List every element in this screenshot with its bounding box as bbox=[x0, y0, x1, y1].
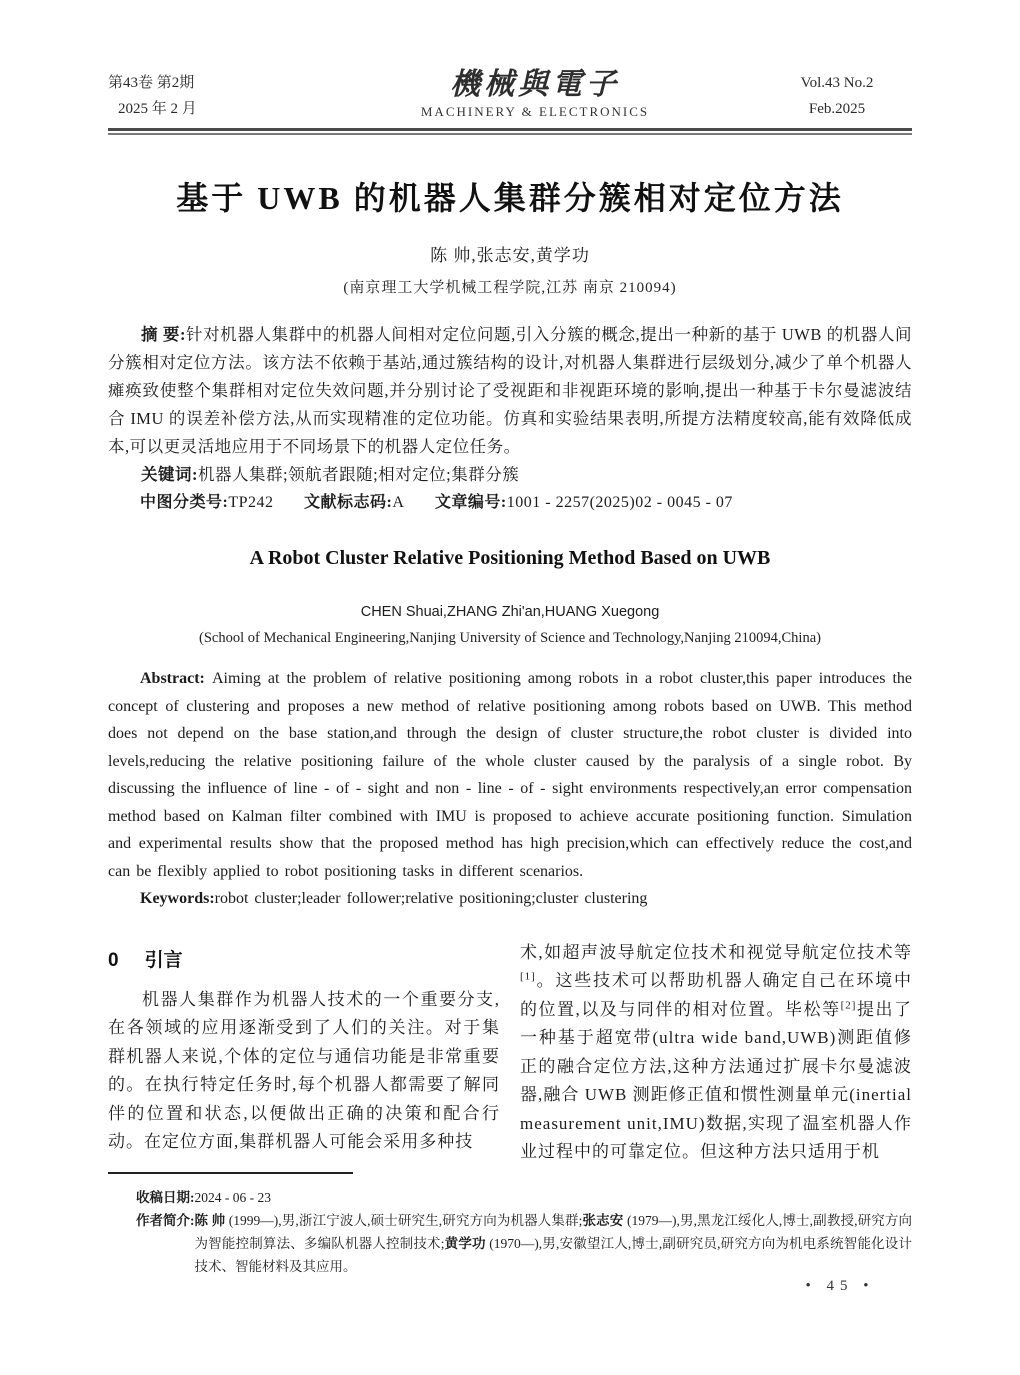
journal-logo-block bbox=[308, 70, 762, 120]
clc-number bbox=[140, 494, 274, 511]
keywords-cn-label: 关键词: bbox=[141, 465, 198, 484]
intro-right-text-1: 术,如超声波导航定位技术和视觉导航定位技术等 bbox=[520, 942, 912, 962]
abstract-cn-text: 针对机器人集群中的机器人间相对定位问题,引入分簇的概念,提出一种新的基于 UWB 的机器人间分簇相对定位方法。该方法不依赖于基站,通过簇结构的设计,对机器人集群进行层级划分,减少了单个机器人瘫痪致使整个集群相对定位失效问题,并分别讨论了受视距和非视距环境的影响,提出一种基于卡尔曼滤波结合 IMU 的误差补偿方法,从而实现精准的定位功能。仿真和实验结果表明,所提方法精度较高,能有效降低成本,可以更灵活地应用于不同场景下的机器人定位任务。 bbox=[108, 325, 913, 456]
right-column bbox=[520, 939, 913, 1161]
keywords-en-line bbox=[108, 885, 912, 913]
issue-date-en: Feb.2025 bbox=[808, 101, 866, 117]
left-column bbox=[108, 939, 500, 1151]
footnote-block bbox=[108, 1172, 912, 1278]
keywords-en-label: Keywords: bbox=[140, 890, 215, 907]
clc-label: 中图分类号: bbox=[140, 494, 229, 511]
document-code-value: A bbox=[392, 494, 405, 511]
author-name-1: 陈 帅 bbox=[194, 1213, 226, 1228]
authors-en: CHEN Shuai,ZHANG Zhi'an,HUANG Xuegong bbox=[360, 604, 660, 620]
journal-logo-subtitle: MACHINERY & ELECTRONICS bbox=[420, 104, 650, 119]
affiliation-cn: (南京理工大学机械工程学院,江苏 南京 210094) bbox=[343, 280, 677, 296]
volume-issue-en-block bbox=[762, 70, 912, 122]
section-title: 引言 bbox=[144, 949, 183, 971]
author-bio-3: (1970—),男,安徽望江人,博士,副研究员,研究方向为机电系统智能化设计技术、智能材料及其应用。 bbox=[194, 1236, 912, 1274]
journal-logo: 機械與電子 bbox=[450, 68, 620, 101]
volume-issue-en: Vol.43 No.2 bbox=[800, 75, 874, 91]
author-bio-label: 作者简介: bbox=[136, 1213, 195, 1228]
volume-issue-cn: 第43卷 第2期 bbox=[108, 75, 195, 91]
received-date-row bbox=[108, 1186, 912, 1209]
abstract-en-label: Abstract: bbox=[140, 670, 205, 687]
affiliation-en: (School of Mechanical Engineering,Nanjing University of Science and Technology,Nanjing 210094,China) bbox=[199, 630, 821, 646]
abstract-en bbox=[108, 665, 912, 885]
citation-ref-2: [2] bbox=[840, 998, 857, 1011]
clc-value: TP242 bbox=[228, 494, 274, 511]
header-divider bbox=[108, 128, 912, 135]
abstract-en-text: Aiming at the problem of relative positioning among robots in a robot cluster,this paper introduces the concept of clustering and proposes a new method of relative positioning among robots based on UWB. This method does not depend on the base station,and through the design of cluster structure,the robot cluster is divided into levels,reducing the relative positioning failure of the whole cluster caused by the paralysis of a single robot. By discussing the influence of line - of - sight and non - line - of - sight environments respectively,an error compensation method based on Kalman filter combined with IMU is proposed to achieve accurate positioning function. Simulation and experimental results show that the proposed method has high precision,which can effectively reduce the cost,and can be flexibly applied to robot positioning tasks in different scenarios. bbox=[108, 670, 913, 880]
authors-cn: 陈 帅,张志安,黄学功 bbox=[430, 246, 590, 265]
article-id-value: 1001 - 2257(2025)02 - 0045 - 07 bbox=[506, 494, 733, 511]
author-bio-2: (1979—),男,黑龙江绥化人,博士,副教授,研究方向为智能控制算法、多编队机器人控制技术; bbox=[194, 1213, 912, 1251]
page-number: • 45 • bbox=[805, 1278, 875, 1294]
section-heading bbox=[108, 945, 500, 972]
paper-title-cn: 基于 UWB 的机器人集群分簇相对定位方法 bbox=[176, 180, 844, 216]
document-code bbox=[304, 494, 404, 511]
received-date-label: 收稿日期: bbox=[136, 1190, 195, 1205]
citation-ref-1: [1] bbox=[520, 970, 536, 983]
abstract-cn bbox=[108, 321, 912, 461]
author-name-2: 张志安 bbox=[582, 1213, 624, 1228]
intro-right-text-2: 。这些技术可以帮助机器人确定自己在环境中的位置,以及与同伴的相对位置。毕松等 bbox=[520, 971, 912, 1019]
article-id bbox=[435, 494, 733, 511]
issue-date-cn: 2025 年 2 月 bbox=[118, 101, 197, 117]
author-bio-row bbox=[108, 1209, 912, 1278]
section-number: 0 bbox=[108, 949, 119, 971]
author-name-3: 黄学功 bbox=[444, 1236, 486, 1251]
intro-right-text-3: 提出了一种基于超宽带(ultra wide band,UWB)测距值修正的融合定位方法,这种方法通过扩展卡尔曼滤波器,融合 UWB 测距修正值和惯性测量单元(inertial measurement unit,IMU)数据,实现了温室机器人作业过程中的可靠定位。但这种方法只适用于机 bbox=[520, 999, 913, 1161]
keywords-en-text: robot cluster;leader follower;relative positioning;cluster clustering bbox=[214, 890, 648, 907]
abstract-cn-label: 摘 要: bbox=[141, 325, 186, 344]
intro-paragraph-left bbox=[108, 986, 500, 1157]
received-date-value: 2024 - 06 - 23 bbox=[194, 1190, 271, 1205]
paper-title-en: A Robot Cluster Relative Positioning Method Based on UWB bbox=[249, 547, 771, 569]
journal-header bbox=[108, 70, 912, 122]
clc-line bbox=[108, 489, 912, 517]
footnote-divider bbox=[108, 1172, 353, 1174]
keywords-cn-text: 机器人集群;领航者跟随;相对定位;集群分簇 bbox=[198, 465, 520, 484]
intro-left-text: 机器人集群作为机器人技术的一个重要分支,在各领域的应用逐渐受到了人们的关注。对于集群机器人来说,个体的定位与通信功能是非常重要的。在执行特定任务时,每个机器人都需要了解同伴的位置和状态,以便做出正确的决策和配合行动。在定位方面,集群机器人可能会采用多种技 bbox=[108, 989, 500, 1151]
body-columns bbox=[108, 939, 913, 1161]
author-bio-text bbox=[195, 1209, 913, 1278]
document-code-label: 文献标志码: bbox=[304, 494, 393, 511]
article-id-label: 文章编号: bbox=[434, 494, 507, 511]
intro-paragraph-right bbox=[520, 939, 912, 1167]
keywords-cn-line bbox=[108, 461, 912, 489]
volume-issue-block bbox=[108, 70, 308, 122]
author-bio-1: (1999—),男,浙江宁波人,硕士研究生,研究方向为机器人集群; bbox=[225, 1213, 583, 1228]
